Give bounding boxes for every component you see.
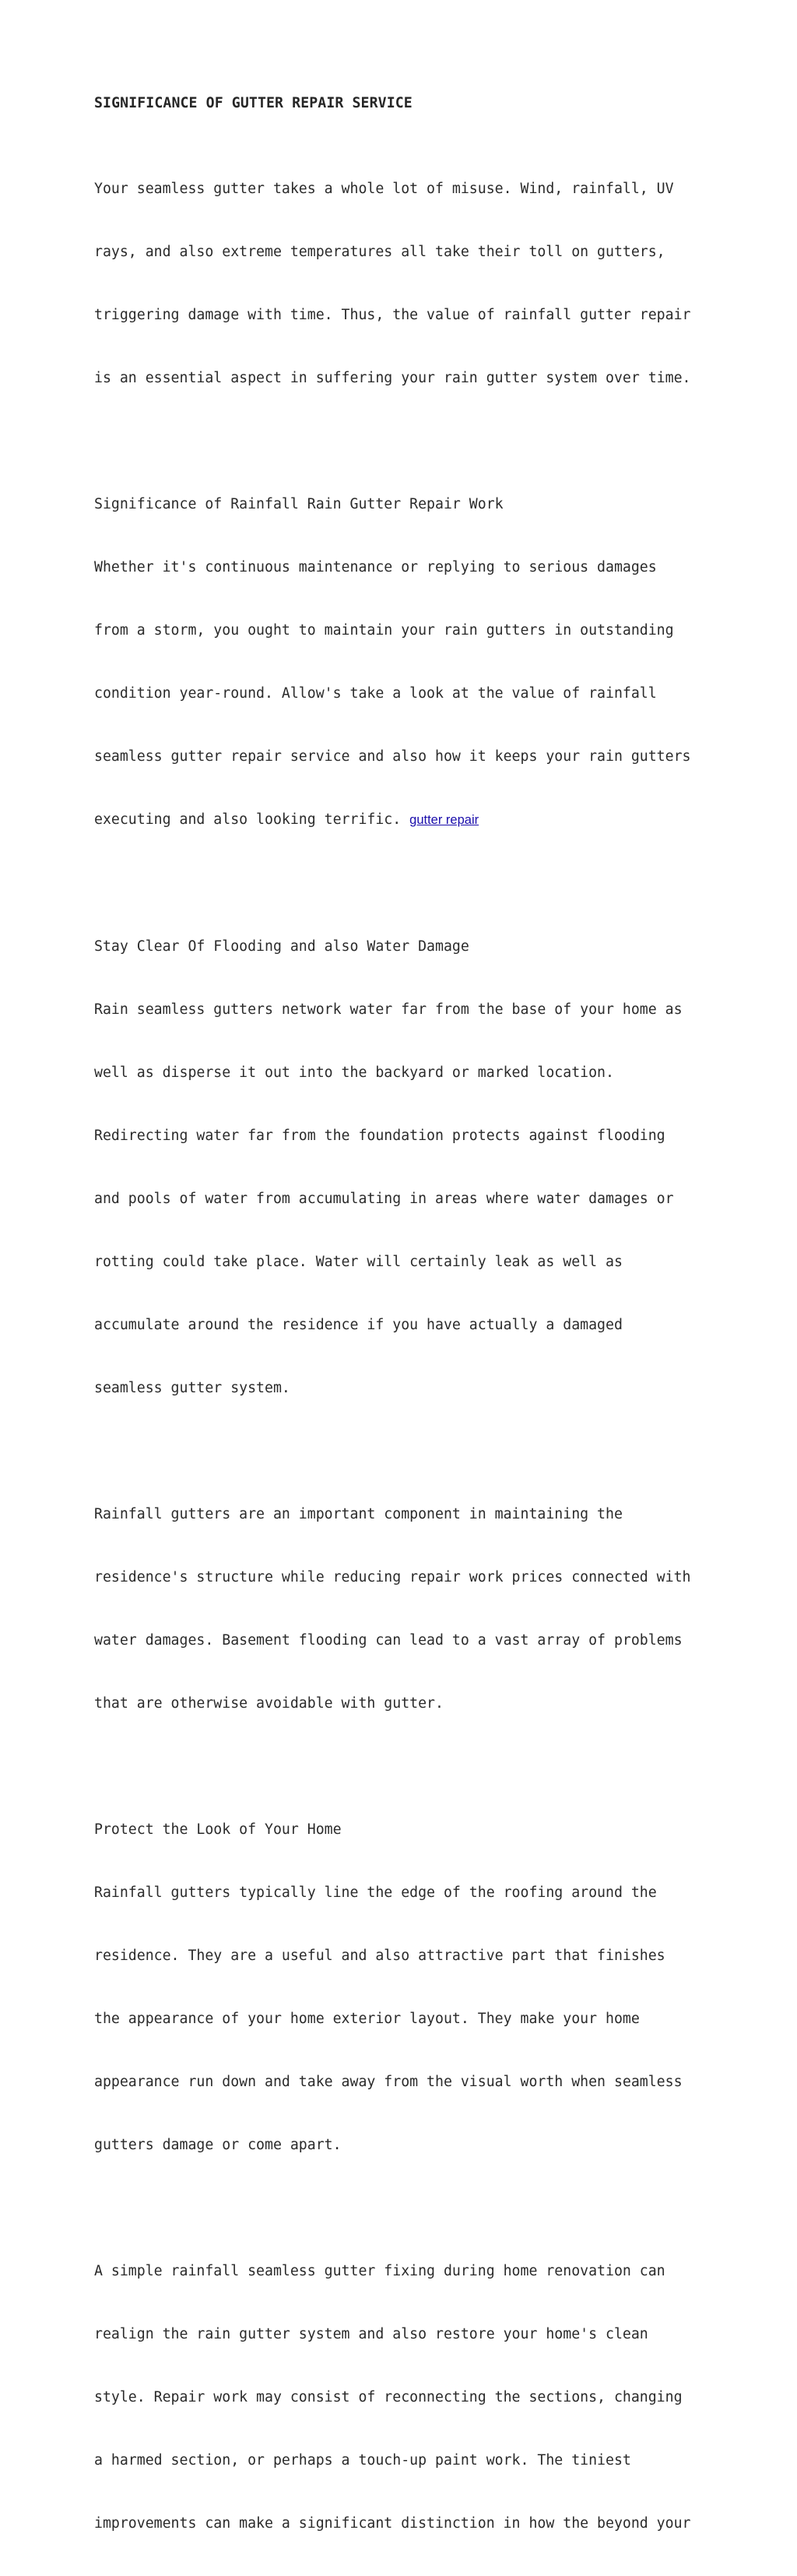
paragraph-structure <box>94 1462 717 1756</box>
text-line: A simple rainfall seamless gutter fixing during home renovation can <box>94 2263 665 2279</box>
text-line: appearance run down and take away from the visual worth when seamless <box>94 2074 683 2090</box>
intro-paragraph <box>94 136 717 431</box>
text-line: gutters damage or come apart. <box>94 2137 342 2153</box>
section-heading: Stay Clear Of Flooding and also Water Damage <box>94 938 469 955</box>
text-fragment: executing and also looking terrific. <box>94 811 410 828</box>
text-line: a harmed section, or perhaps a touch-up paint work. The tiniest <box>94 2452 631 2469</box>
text-line: seamless gutter system. <box>94 1380 290 1396</box>
text-line: Redirecting water far from the foundation protects against flooding <box>94 1128 665 1144</box>
text-line: rays, and also extreme temperatures all take their toll on gutters, <box>94 244 665 260</box>
section-look <box>94 1777 717 2198</box>
section-flooding <box>94 894 717 1441</box>
text-line: Whether it's continuous maintenance or replying to serious damages <box>94 559 657 575</box>
text-line: and pools of water from accumulating in areas where water damages or <box>94 1191 674 1207</box>
text-line: condition year-round. Allow's take a look at the value of rainfall <box>94 685 657 702</box>
text-line: rotting could take place. Water will certainly leak as well as <box>94 1254 623 1270</box>
text-line: Rainfall gutters are an important component in maintaining the <box>94 1506 623 1522</box>
text-line: Rainfall gutters typically line the edge of the roofing around the <box>94 1884 657 1901</box>
text-line: is an essential aspect in suffering your rain gutter system over time. <box>94 370 691 386</box>
text-line: triggering damage with time. Thus, the value of rainfall gutter repair <box>94 307 691 323</box>
text-line: water damages. Basement flooding can lead to a vast array of problems <box>94 1632 683 1649</box>
text-line: residence. They are a useful and also attractive part that finishes <box>94 1948 665 1964</box>
text-line: that are otherwise avoidable with gutter. <box>94 1695 444 1712</box>
text-line: seamless gutter repair service and also how it keeps your rain gutters <box>94 748 691 765</box>
document-title: SIGNIFICANCE OF GUTTER REPAIR SERVICE <box>94 95 413 111</box>
text-line: from a storm, you ought to maintain your rain gutters in outstanding <box>94 622 674 639</box>
paragraph-renovation <box>94 2219 717 2576</box>
text-line-with-link <box>94 809 717 831</box>
section-significance <box>94 452 717 873</box>
section-heading: Significance of Rainfall Rain Gutter Repair Work <box>94 496 504 512</box>
document-page <box>94 92 717 2576</box>
text-line: Rain seamless gutters network water far from the base of your home as <box>94 1001 683 1018</box>
text-line: realign the rain gutter system and also restore your home's clean <box>94 2326 648 2342</box>
text-line: improvements can make a significant distinction in how the beyond your <box>94 2515 691 2532</box>
gutter-repair-link[interactable]: gutter repair <box>409 813 479 827</box>
text-line: the appearance of your home exterior layout. They make your home <box>94 2011 640 2027</box>
text-line: accumulate around the residence if you have actually a damaged <box>94 1317 623 1333</box>
text-line: residence's structure while reducing repair work prices connected with <box>94 1569 691 1585</box>
text-line: well as disperse it out into the backyard or marked location. <box>94 1065 614 1081</box>
text-line: style. Repair work may consist of reconnecting the sections, changing <box>94 2389 683 2405</box>
section-heading: Protect the Look of Your Home <box>94 1821 342 1838</box>
text-line: Your seamless gutter takes a whole lot of misuse. Wind, rainfall, UV <box>94 181 674 197</box>
